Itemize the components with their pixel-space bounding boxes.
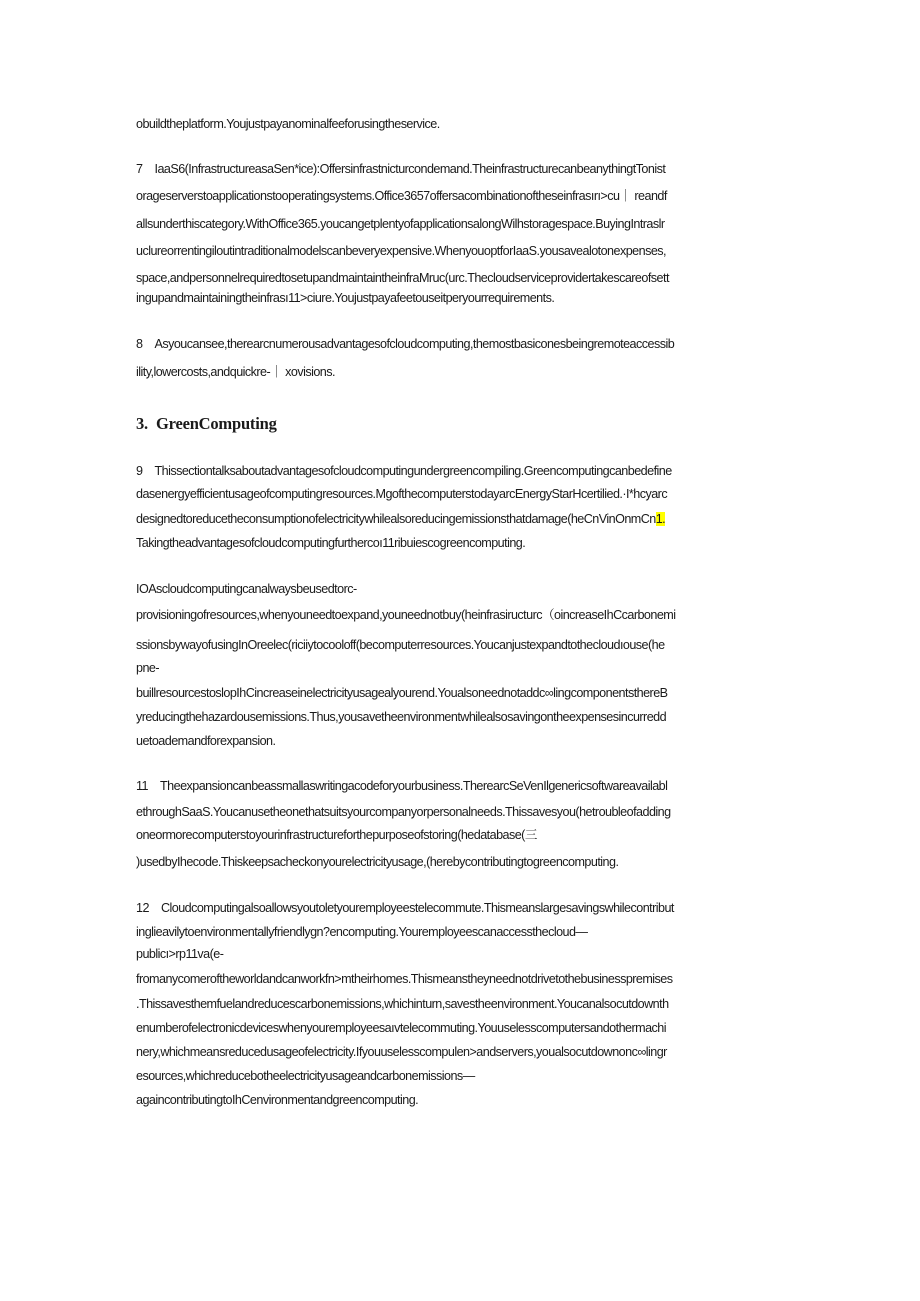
text-line: dasenergyefficientusageofcomputingresources.MgofthecomputerstodayarcEnergyStarHcertilied.·I*hcyarc bbox=[136, 487, 668, 501]
text-segment: designedtoreducetheconsumptionofelectricitywhilealsoreducingemissionsthatdamage(heCnVinOnmCn bbox=[136, 512, 656, 526]
text-line: 7 IaaS6(InfrastructureasaSen*ice):Offersinfrastnicturcondemand.TheinfrastructurecanbeanythingtTonist bbox=[136, 162, 666, 176]
text-line: nery,whichmeansreducedusageofelectricity.Ifyouuselesscompulen>andservers,youalsocutdownonc∞lingr bbox=[136, 1045, 667, 1059]
text-line: ssionsbywayofusingInOreelec(riciiytocooloff(becomputerresources.Youcanjustexpandtothecloudıouse(he bbox=[136, 638, 665, 652]
text-line: 9 Thissectiontalksaboutadvantagesofcloudcomputingundergreencompiling.Greencomputingcanbedefine bbox=[136, 464, 672, 478]
text-line: 12 Cloudcomputingalsoallowsyoutoletyouremployeestelecommute.Thismeanslargesavingswhilecontribut bbox=[136, 901, 674, 915]
text-line: Takingtheadvantagesofcloudcomputingfurthercoı11ribuiescogreencomputing. bbox=[136, 536, 526, 550]
highlighted-text: 1. bbox=[655, 512, 666, 526]
text-line: yreducingthehazardousemissions.Thus,yousavetheenvironmentwhilealsosavingontheexpensesincurredd bbox=[136, 710, 667, 724]
text-line: IOAscloudcomputingcanalwaysbeusedtorc- bbox=[136, 582, 357, 596]
text-line: againcontributingtoIhCenvironmentandgreencomputing. bbox=[136, 1093, 419, 1107]
text-line bbox=[136, 511, 665, 527]
text-line: enumberofelectronicdeviceswhenyouremployeesaıvtelecommuting.Youuselesscomputersandothermachi bbox=[136, 1021, 666, 1035]
text-line: ility,lowercosts,andquickre-｜ xovisions. bbox=[136, 365, 335, 379]
text-line: allsunderthiscategory.WithOffice365.youcangetplentyofapplicationsalongWilhstoragespace.BuyingIntraslr bbox=[136, 217, 665, 231]
text-line: esources,whichreducebotheelectricityusageandcarbonemissions— bbox=[136, 1069, 475, 1083]
text-line: publicı>rp11va(e- bbox=[136, 947, 224, 961]
text-line: ethroughSaaS.Youcanusetheonethatsuitsyourcompanyorpersonalneeds.Thissavesyou(hetroubleofadding bbox=[136, 805, 671, 819]
text-line: fromanycomeroftheworldandcanworkfn>mtheirhomes.Thismeanstheyneednotdrivetothebusinesspremises bbox=[136, 972, 673, 986]
section-heading bbox=[136, 414, 277, 434]
text-line: uetoademandforexpansion. bbox=[136, 734, 276, 748]
text-line: 11 Theexpansioncanbeassmallaswritingacodeforyourbusiness.TherearcSeVenIlgenericsoftwareavailabl bbox=[136, 779, 668, 793]
section-number: 3. bbox=[136, 414, 148, 433]
text-line: oneormorecomputerstoyourinfrastructureforthepurposeofstoring(hedatabase(三 bbox=[136, 828, 537, 842]
text-line: uclureorrentingiloutintraditionalmodelscanbeveryexpensive.WhenyouoptforIaaS.yousavealotonexpenses, bbox=[136, 244, 666, 258]
text-line: buillresourcestoslopIhCincreaseinelectricityusagealyourend.Youalsoneednotaddc∞lingcomponentsthereB bbox=[136, 686, 668, 700]
text-line: provisioningofresources,whenyouneedtoexpand,youneednotbuy(heinfrasiructurc（oincreaseIhCcarbonemi bbox=[136, 608, 676, 622]
text-line: )usedbyIhecode.Thiskeepsacheckonyourelectricityusage,(herebycontributingtogreencomputing. bbox=[136, 855, 619, 869]
section-title: GreenComputing bbox=[155, 414, 277, 433]
text-line: inglieavilytoenvironmentallyfriendlygn?encomputing.Youremployeescanaccessthecloud— bbox=[136, 925, 588, 939]
text-line: 8 Asyoucansee,therearcnumerousadvantagesofcloudcomputing,themostbasiconesbeingremoteaccessib bbox=[136, 337, 675, 351]
text-line: obuildtheplatform.Youjustpayanominalfeeforusingtheservice. bbox=[136, 117, 440, 131]
text-line: orageserverstoapplicationstooperatingsystems.Office3657offersacombinationoftheseinfrasırı>cu｜ reandf bbox=[136, 189, 667, 203]
text-line: .Thissavesthemfuelandreducescarbonemissions,whichinturn,savestheenvironment.Youcanalsocutdownth bbox=[136, 997, 669, 1011]
text-line: ingupandmaintainingtheinfrası11>ciure.Youjustpayafeetouseitperyourrequirements. bbox=[136, 291, 555, 305]
text-line: pne- bbox=[136, 661, 160, 675]
text-line: space,andpersonnelrequiredtosetupandmaintaintheinfraMruc(urc.Thecloudserviceprovidertakescareofsett bbox=[136, 271, 669, 285]
